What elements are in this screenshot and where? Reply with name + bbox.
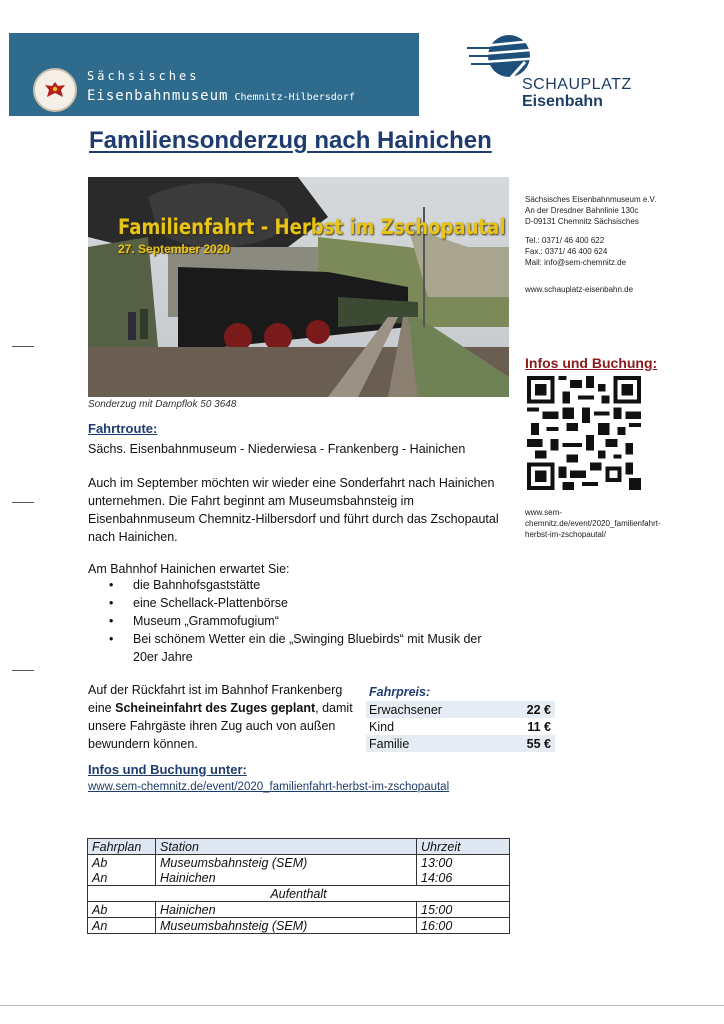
table-row: [88, 902, 510, 918]
intro-line: unternehmen. Die Fahrt beginnt am Museumsbahnsteig im: [88, 494, 414, 508]
page-bottom-rule: [0, 1005, 724, 1006]
schedule-cell: Museumsbahnsteig (SEM): [156, 918, 417, 934]
intro-line: nach Hainichen.: [88, 530, 178, 544]
banner-title-line1: Sächsisches: [87, 69, 200, 83]
table-header-row: [88, 839, 510, 855]
list-item: • Museum „Grammofugium“: [107, 612, 507, 630]
return-text-highlight: Scheineinfahrt des Zuges geplant: [115, 701, 316, 715]
schedule-cell: An: [88, 870, 156, 886]
info-booking-heading: Infos und Buchung:: [525, 355, 658, 371]
schedule-cell: 16:00: [417, 918, 510, 934]
schedule-cell: 14:06: [417, 870, 510, 886]
qr-code-icon[interactable]: [527, 376, 641, 490]
table-row: [88, 886, 510, 902]
schedule-table: [87, 838, 510, 934]
event-url-link[interactable]: [525, 507, 685, 540]
intro-line: Auch im September möchten wir wieder eine Sonderfahrt nach Hainichen: [88, 476, 495, 490]
table-row: [88, 855, 510, 871]
return-paragraph: [88, 681, 358, 753]
schedule-header: Uhrzeit: [417, 839, 510, 855]
logo-text-schauplatz: SCHAUPLATZ: [522, 76, 632, 93]
intro-paragraph: [88, 474, 508, 546]
banner-title-line2: [87, 85, 355, 104]
banner-location: Chemnitz-Hilbersdorf: [234, 92, 355, 103]
station-offer-list: [107, 576, 507, 666]
list-item: • eine Schellack-Plattenbörse: [107, 594, 507, 612]
schedule-cell: Hainichen: [156, 870, 417, 886]
contact-street: An der Dresdner Bahnlinie 130c: [525, 206, 639, 215]
price-table: [366, 701, 555, 752]
contact-tel: Tel.: 0371/ 46 400 622: [525, 236, 605, 245]
schedule-cell: Ab: [88, 855, 156, 871]
event-url-line1: www.sem-: [525, 508, 562, 517]
train-photo: [88, 177, 509, 397]
photo-caption: Sonderzug mit Dampflok 50 3648: [88, 399, 237, 410]
contact-org: Sächsisches Eisenbahnmuseum e.V.: [525, 195, 657, 204]
table-row: [366, 718, 555, 735]
route-text: Sächs. Eisenbahnmuseum - Niederwiesa - Frankenberg - Hainichen: [88, 442, 466, 456]
schedule-cell: Ab: [88, 902, 156, 918]
schedule-cell: An: [88, 918, 156, 934]
schedule-header: Fahrplan: [88, 839, 156, 855]
price-value: 22 €: [508, 701, 555, 718]
table-row: [88, 918, 510, 934]
schedule-cell: Museumsbahnsteig (SEM): [156, 855, 417, 871]
photo-overlay-title: Familienfahrt - Herbst im Zschopautal: [118, 215, 506, 239]
contact-mail[interactable]: Mail: info@sem-chemnitz.de: [525, 258, 627, 267]
list-item: • die Bahnhofsgaststätte: [107, 576, 507, 594]
booking-heading: Infos und Buchung unter:: [88, 762, 247, 777]
page-title: Familiensonderzug nach Hainichen: [89, 127, 492, 154]
contact-block: [525, 194, 656, 268]
schedule-cell: Hainichen: [156, 902, 417, 918]
schedule-cell: 13:00: [417, 855, 510, 871]
logo-text-eisenbahn: Eisenbahn: [522, 93, 603, 110]
return-text-c: , damit unsere Fahrgäste ihren Zug auch von außen bewundern können.: [88, 701, 353, 751]
museum-emblem-icon: [33, 68, 77, 112]
list-item: • Bei schönem Wetter ein die „Swinging Bluebirds“ mit Musik der 20er Jahre: [107, 630, 507, 666]
price-heading: Fahrpreis:: [369, 685, 431, 699]
schedule-cell: 15:00: [417, 902, 510, 918]
price-label: Kind: [369, 719, 395, 734]
station-intro: Am Bahnhof Hainichen erwartet Sie:: [88, 562, 290, 576]
event-url-line3: herbst-im-zschopautal/: [525, 530, 606, 539]
booking-url-link[interactable]: www.sem-chemnitz.de/event/2020_familienfahrt-herbst-im-zschopautal: [88, 781, 450, 793]
price-label: Familie: [366, 735, 508, 752]
website-link[interactable]: www.schauplatz-eisenbahn.de: [525, 285, 634, 294]
schedule-stop: Aufenthalt: [88, 886, 510, 902]
contact-city: D-09131 Chemnitz Sächsisches: [525, 217, 639, 226]
price-label: Erwachsener: [366, 701, 508, 718]
table-row: [366, 735, 555, 752]
margin-mark: [12, 502, 34, 503]
margin-mark: [12, 670, 34, 671]
contact-fax: Fax.: 0371/ 46 400 624: [525, 247, 608, 256]
route-heading: Fahrtroute:: [88, 421, 158, 436]
museum-banner: [9, 33, 419, 116]
margin-mark: [12, 346, 34, 347]
banner-museum-name: Eisenbahnmuseum: [87, 88, 229, 104]
price-value: 55 €: [508, 735, 555, 752]
price-value: 11 €: [527, 719, 551, 734]
table-row: [366, 701, 555, 718]
return-text-a: Auf der Rückfahrt ist im Bahnhof Frankenberg eine: [88, 683, 343, 715]
table-row: [88, 870, 510, 886]
photo-overlay-date: 27. September 2020: [118, 242, 231, 256]
schedule-header: Station: [156, 839, 417, 855]
intro-line: Eisenbahnmuseum Chemnitz-Hilbersdorf und führt durch das Zschopautal: [88, 512, 499, 526]
event-url-line2: chemnitz.de/event/2020_familienfahrt-: [525, 519, 661, 528]
